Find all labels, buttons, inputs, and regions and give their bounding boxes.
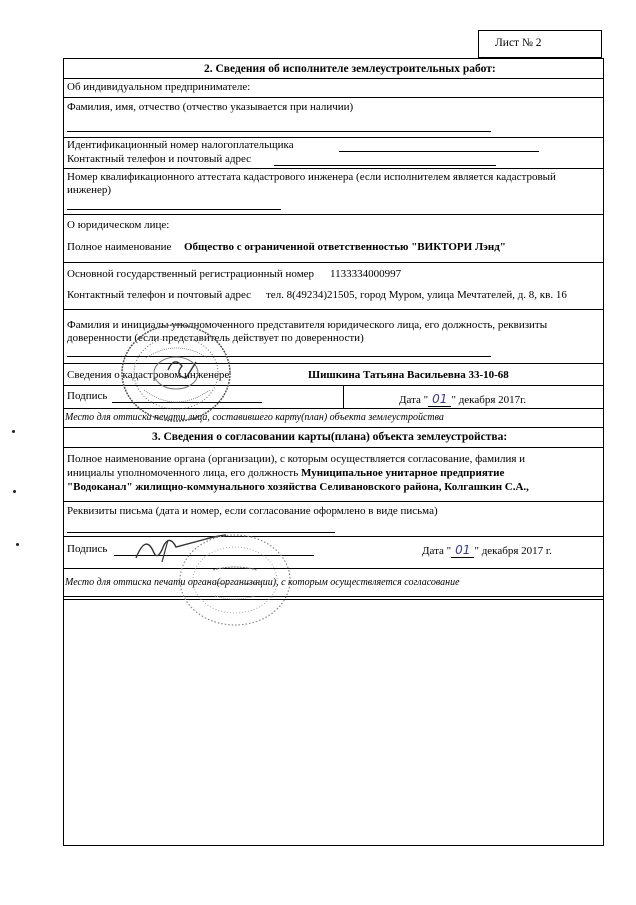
section3-title: 3. Сведения о согласовании карты(плана) объекта землеустройства: bbox=[152, 431, 508, 443]
engineer-date: Дата " 01 " декабря 2017г. bbox=[399, 392, 527, 406]
margin-mark bbox=[12, 430, 15, 433]
form-frame bbox=[63, 58, 604, 846]
legal-header: О юридическом лице: bbox=[67, 219, 170, 231]
sheet-number: Лист № 2 bbox=[495, 37, 542, 49]
engineer-value: Шишкина Татьяна Васильевна 33-10-68 bbox=[308, 369, 509, 381]
engineer-date-day: 01 bbox=[428, 392, 451, 407]
engineer-label: Сведения о кадастровом инженере bbox=[67, 369, 230, 381]
org-seal bbox=[175, 530, 295, 630]
company-seal bbox=[116, 318, 236, 428]
fullname-value: Общество с ограниченной ответственностью "ВИКТОРИ Лэнд" bbox=[184, 241, 506, 253]
contact-label: Контактный телефон и почтовый адрес bbox=[67, 153, 252, 165]
ogrn-label: Основной государственный регистрационный номер bbox=[67, 268, 315, 280]
legal-contact-label: Контактный телефон и почтовый адрес bbox=[67, 289, 252, 301]
org-stamp-note: Место для оттиска печати органа(организации), с которым осуществляется согласование bbox=[65, 577, 460, 588]
individual-header: Об индивидуальном предпринимателе: bbox=[67, 81, 251, 93]
org-date: Дата " 01 " декабря 2017 г. bbox=[422, 543, 552, 557]
margin-mark bbox=[16, 543, 19, 546]
ogrn-value: 1133334000997 bbox=[330, 268, 402, 280]
org-line1: Полное наименование органа (организации), с которым осуществляется согласование, фамилия и bbox=[67, 453, 526, 465]
attestat-label: Номер квалификационного аттестата кадастрового инженера (если исполнителем является кадастровый инженер) bbox=[67, 171, 556, 196]
rep-label: Фамилия и инициалы уполномоченного представителя юридического лица, его должность, реквизиты доверенности (если представитель действует по доверенности) bbox=[67, 319, 548, 344]
engineer-stamp-note: Место для оттиска печати лица, составившего карту(план) объекта землеустройства bbox=[65, 412, 444, 423]
inn-label: Идентификационный номер налогоплательщика bbox=[67, 139, 294, 151]
fullname-label: Полное наименование bbox=[67, 241, 172, 253]
section2-title: 2. Сведения об исполнителе землеустроительных работ: bbox=[204, 63, 496, 75]
letter-label: Реквизиты письма (дата и номер, если согласование оформлено в виде письма) bbox=[67, 505, 438, 517]
legal-contact-value: тел. 8(49234)21505, город Муром, улица Мечтателей, д. 8, кв. 16 bbox=[266, 289, 567, 301]
engineer-sign-label: Подпись bbox=[67, 390, 108, 402]
org-line3: "Водоканал" жилищно-коммунального хозяйства Селивановского района, Колгашкин С.А., bbox=[67, 481, 529, 493]
org-line2: инициалы уполномоченного лица, его должность Муниципальное унитарное предприятие bbox=[67, 467, 505, 479]
org-sign-label: Подпись bbox=[67, 543, 108, 555]
fio-label: Фамилия, имя, отчество (отчество указывается при наличии) bbox=[67, 101, 354, 113]
margin-mark bbox=[13, 490, 16, 493]
sheet-number-box bbox=[478, 30, 602, 58]
org-date-day: 01 bbox=[451, 543, 474, 558]
